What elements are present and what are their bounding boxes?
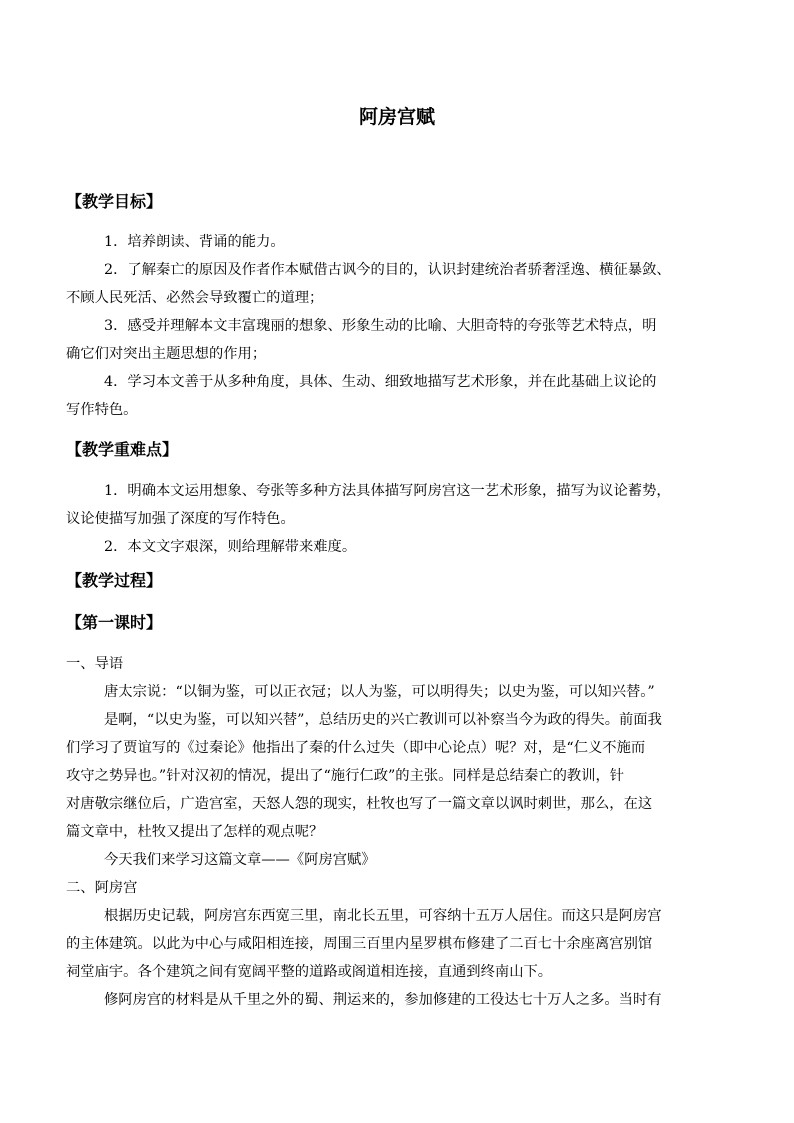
part1-line-1: 唐太宗说：“以铜为鉴，可以正衣冠；以人为鉴，可以明得失；以史为鉴，可以知兴替。” <box>104 684 655 700</box>
goals-line-4: 3．感受并理解本文丰富瑰丽的想象、形象生动的比喻、大胆奇特的夸张等艺术特点，明 <box>104 318 657 334</box>
goals-line-1: 1．培养朗读、背诵的能力。 <box>104 234 285 250</box>
goals-line-7: 写作特色。 <box>66 402 138 418</box>
part1-line-6: 篇文章中，杜牧又提出了怎样的观点呢？ <box>66 824 324 840</box>
document-title: 阿房宫赋 <box>358 106 435 128</box>
part1-line-7: 今天我们来学习这篇文章——《阿房宫赋》 <box>104 852 376 868</box>
section-heading-key-points: 【教学重难点】 <box>66 440 179 459</box>
part2-line-1: 根据历史记载，阿房宫东西宽三里，南北长五里，可容纳十五万人居住。而这只是阿房宫 <box>104 908 662 924</box>
key-points-line-1: 1．明确本文运用想象、夸张等多种方法具体描写阿房宫这一艺术形象，描写为议论蓄势， <box>104 483 671 499</box>
section-heading-lesson1: 【第一课时】 <box>66 613 163 632</box>
part2-line-3: 祠堂庙宇。各个建筑之间有宽阔平整的道路或阁道相连接，直通到终南山下。 <box>66 964 553 980</box>
key-points-line-2: 议论使描写加强了深度的写作特色。 <box>66 511 295 527</box>
section-heading-process: 【教学过程】 <box>66 571 163 590</box>
part1-title: 一、导语 <box>66 656 124 672</box>
goals-line-6: 4．学习本文善于从多种角度，具体、生动、细致地描写艺术形象，并在此基础上议论的 <box>104 374 657 390</box>
part2-line-4: 修阿房宫的材料是从千里之外的蜀、荆运来的，参加修建的工役达七十万人之多。当时有 <box>104 992 662 1008</box>
part1-line-4: 攻守之势异也。”针对汉初的情况，提出了“施行仁政”的主张。同样是总结秦亡的教训，针 <box>66 768 625 784</box>
section-heading-goals: 【教学目标】 <box>66 192 163 211</box>
part2-line-2: 的主体建筑。以此为中心与咸阳相连接，周围三百里内星罗棋布修建了二百七十余座离宫别馆 <box>66 936 653 952</box>
part2-title: 二、阿房宫 <box>66 880 138 896</box>
key-points-line-3: 2．本文文字艰深，则给理解带来难度。 <box>104 539 357 555</box>
goals-line-3: 不顾人民死活、必然会导致覆亡的道理； <box>66 290 324 306</box>
part1-line-2: 是啊，“以史为鉴，可以知兴替”，总结历史的兴亡教训可以补察当今为政的得失。前面我 <box>104 712 662 728</box>
goals-line-5: 确它们对突出主题思想的作用； <box>66 346 267 362</box>
part1-line-3: 们学习了贾谊写的《过秦论》他指出了秦的什么过失（即中心论点）呢？对，是“仁义不施而 <box>66 740 646 756</box>
part1-line-5: 对唐敬宗继位后，广造宫室，天怒人怨的现实，杜牧也写了一篇文章以讽时刺世，那么，在这 <box>66 796 653 812</box>
goals-line-2: 2．了解秦亡的原因及作者作本赋借古讽今的目的，认识封建统治者骄奢淫逸、横征暴敛、 <box>104 262 671 278</box>
